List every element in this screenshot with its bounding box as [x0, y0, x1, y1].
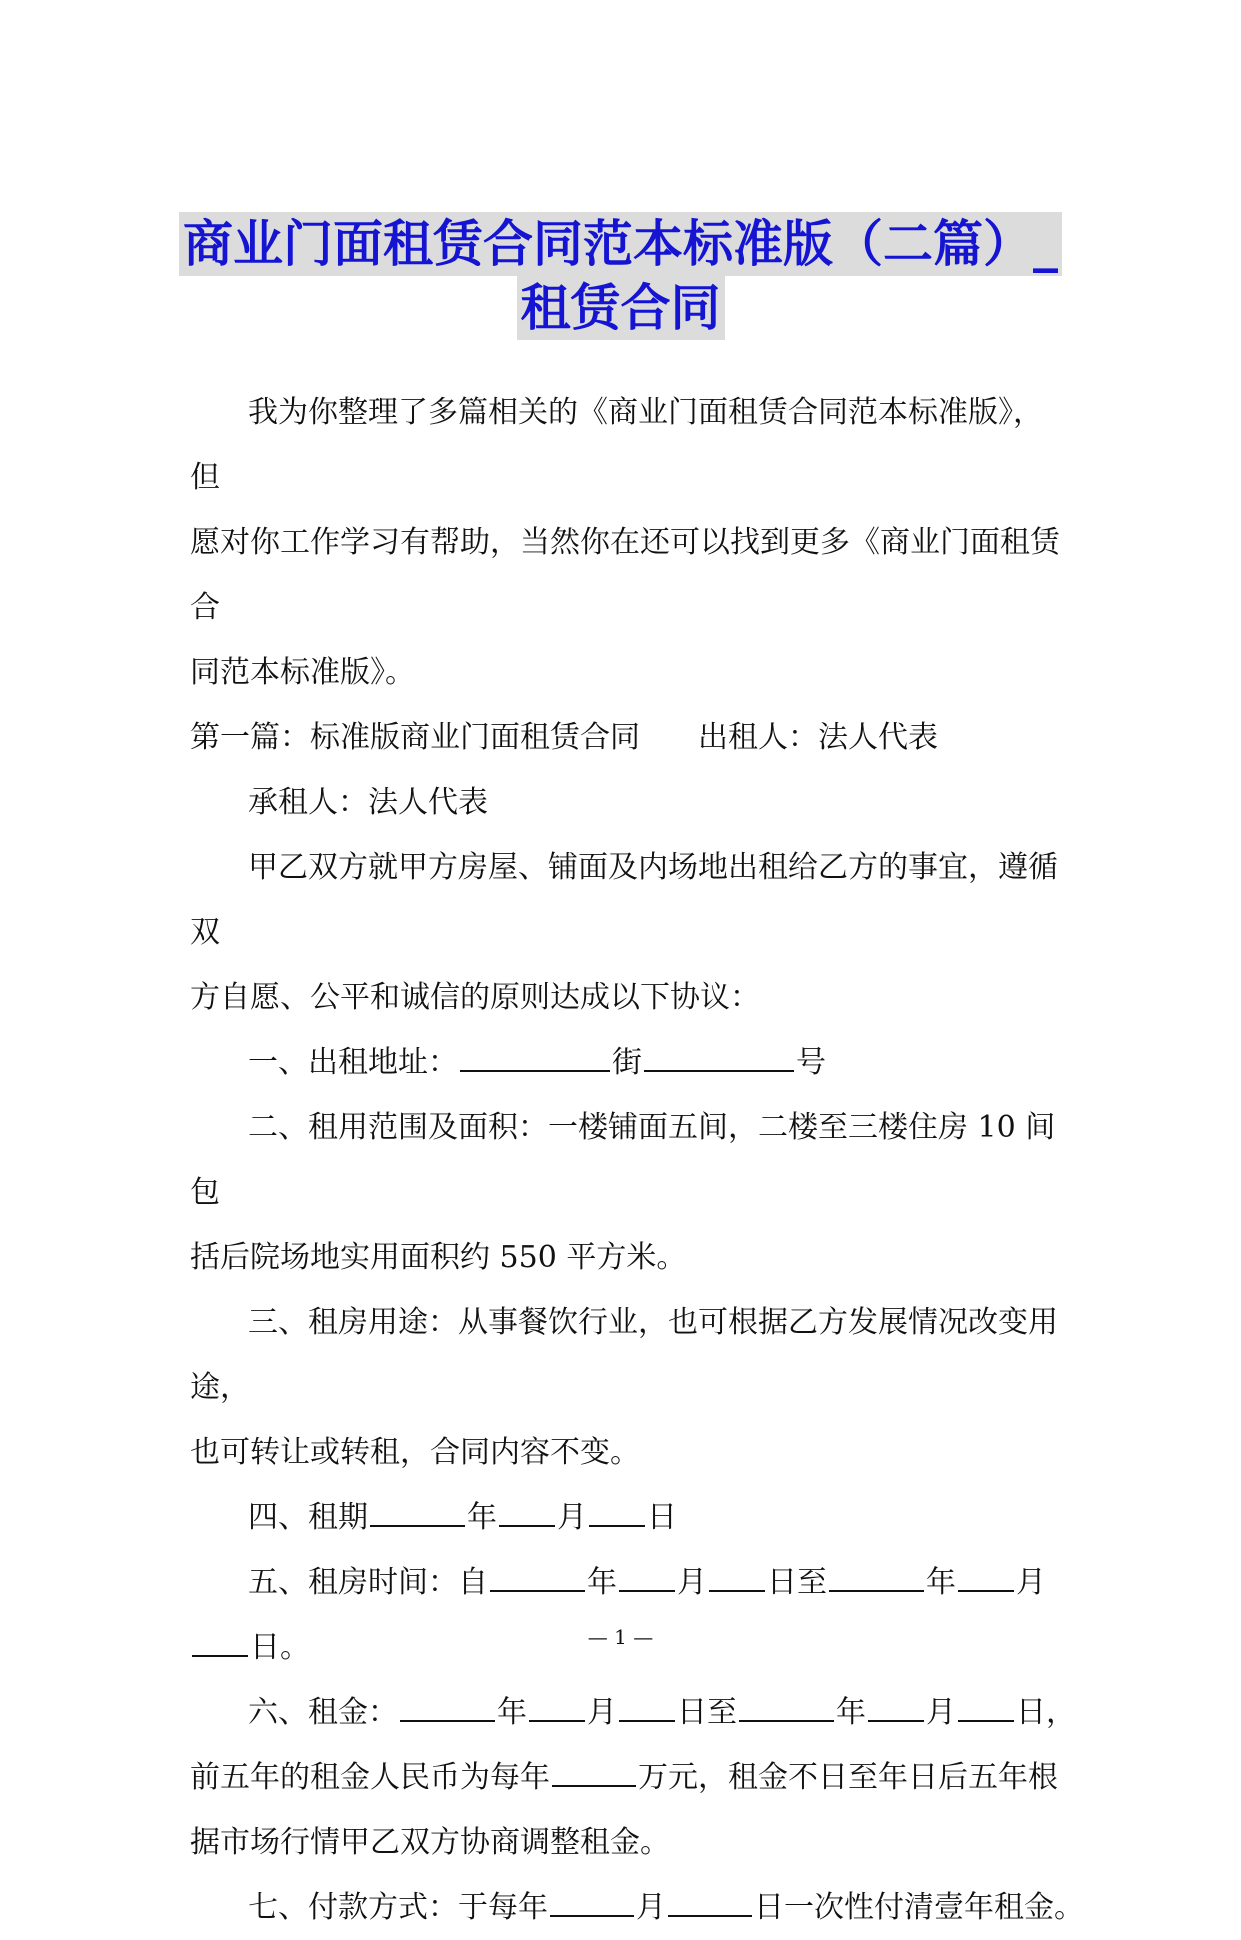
clause-2-line-2: 括后院场地实用面积约 550 平方米。	[190, 1240, 687, 1275]
intro-line-1: 我为你整理了多篇相关的《商业门面租赁合同范本标准版》，但	[190, 395, 1043, 495]
blank-year-2	[829, 1562, 924, 1592]
year-label: 年	[497, 1695, 527, 1730]
day-label-2: 日，	[1016, 1695, 1076, 1730]
lessee-line: 承租人：法人代表	[248, 785, 488, 820]
clause-6-label: 六、租金：	[248, 1695, 398, 1730]
preamble-line-1: 甲乙双方就甲方房屋、铺面及内场地出租给乙方的事宜，遵循双	[190, 850, 1058, 950]
rent-amount-label: 前五年的租金人民币为每年	[190, 1760, 550, 1795]
intro-line-3: 同范本标准版》。	[190, 655, 415, 690]
section-heading-row	[190, 705, 1060, 770]
page-number: — 1 —	[587, 1625, 654, 1649]
to-label: 日至	[767, 1565, 827, 1600]
month-label: 月	[677, 1565, 707, 1600]
intro-line-2: 愿对你工作学习有帮助，当然你在还可以找到更多《商业门面租赁合	[190, 525, 1060, 625]
blank-month	[529, 1692, 585, 1722]
blank-month	[499, 1497, 555, 1527]
blank-year	[400, 1692, 495, 1722]
clause-1-label: 一、出租地址：	[248, 1045, 458, 1080]
clause-2-line-1: 二、租用范围及面积：一楼铺面五间，二楼至三楼住房 10 间包	[190, 1110, 1056, 1210]
clause-3-line-2: 也可转让或转租，合同内容不变。	[190, 1435, 640, 1470]
blank-rent-amount	[552, 1757, 636, 1787]
lessor-line: 出租人：法人代表	[698, 720, 938, 755]
day-label: 日	[647, 1500, 677, 1535]
month-label-2: 月	[1016, 1565, 1046, 1600]
clause-1	[190, 1030, 1060, 1095]
number-label: 号	[796, 1045, 826, 1080]
preamble-line-2: 方自愿、公平和诚信的原则达成以下协议：	[190, 980, 760, 1015]
month-label: 月	[557, 1500, 587, 1535]
clause-6-line-1	[190, 1680, 1076, 1745]
blank-year	[490, 1562, 585, 1592]
title-line-2: 租赁合同	[517, 276, 725, 340]
blank-month-2	[958, 1562, 1014, 1592]
clause-7-label: 七、付款方式：于每年	[248, 1890, 548, 1925]
blank-day	[619, 1692, 675, 1722]
blank-number-field	[644, 1042, 794, 1072]
clause-4-label: 四、租期	[248, 1500, 368, 1535]
year-label: 年	[467, 1500, 497, 1535]
clause-4	[190, 1485, 1060, 1550]
clause-6-line-3: 据市场行情甲乙双方协商调整租金。	[190, 1825, 670, 1860]
year-label-2: 年	[836, 1695, 866, 1730]
section-heading: 第一篇：标准版商业门面租赁合同	[190, 720, 640, 755]
blank-month-2	[868, 1692, 924, 1722]
blank-street-field	[460, 1042, 610, 1072]
blank-year-2	[739, 1692, 834, 1722]
blank-day	[589, 1497, 645, 1527]
month-label: 月	[587, 1695, 617, 1730]
clause-7	[190, 1875, 1084, 1940]
clause-5-label: 五、租房时间：自	[248, 1565, 488, 1600]
blank-year	[370, 1497, 465, 1527]
document-title	[0, 212, 1241, 340]
title-line-1: 商业门面租赁合同范本标准版（二篇）_	[179, 212, 1062, 276]
clause-7-rest: 日一次性付清壹年租金。	[754, 1890, 1084, 1925]
year-label-2: 年	[926, 1565, 956, 1600]
month-label-2: 月	[926, 1695, 956, 1730]
blank-day	[709, 1562, 765, 1592]
year-label: 年	[587, 1565, 617, 1600]
rent-amount-rest: 万元，租金不日至年日后五年根	[638, 1760, 1058, 1795]
clause-6-line-2	[190, 1745, 1060, 1810]
blank-pay-day	[668, 1887, 752, 1917]
blank-day-2	[958, 1692, 1014, 1722]
to-label: 日至	[677, 1695, 737, 1730]
document-body	[190, 380, 1084, 1940]
end-label: 日。	[250, 1630, 310, 1665]
blank-month	[619, 1562, 675, 1592]
clause-3-line-1: 三、租房用途：从事餐饮行业，也可根据乙方发展情况改变用途，	[190, 1305, 1058, 1405]
blank-pay-month	[550, 1887, 634, 1917]
clause-5-line-1	[190, 1550, 1060, 1615]
street-label: 街	[612, 1045, 642, 1080]
month-label: 月	[636, 1890, 666, 1925]
